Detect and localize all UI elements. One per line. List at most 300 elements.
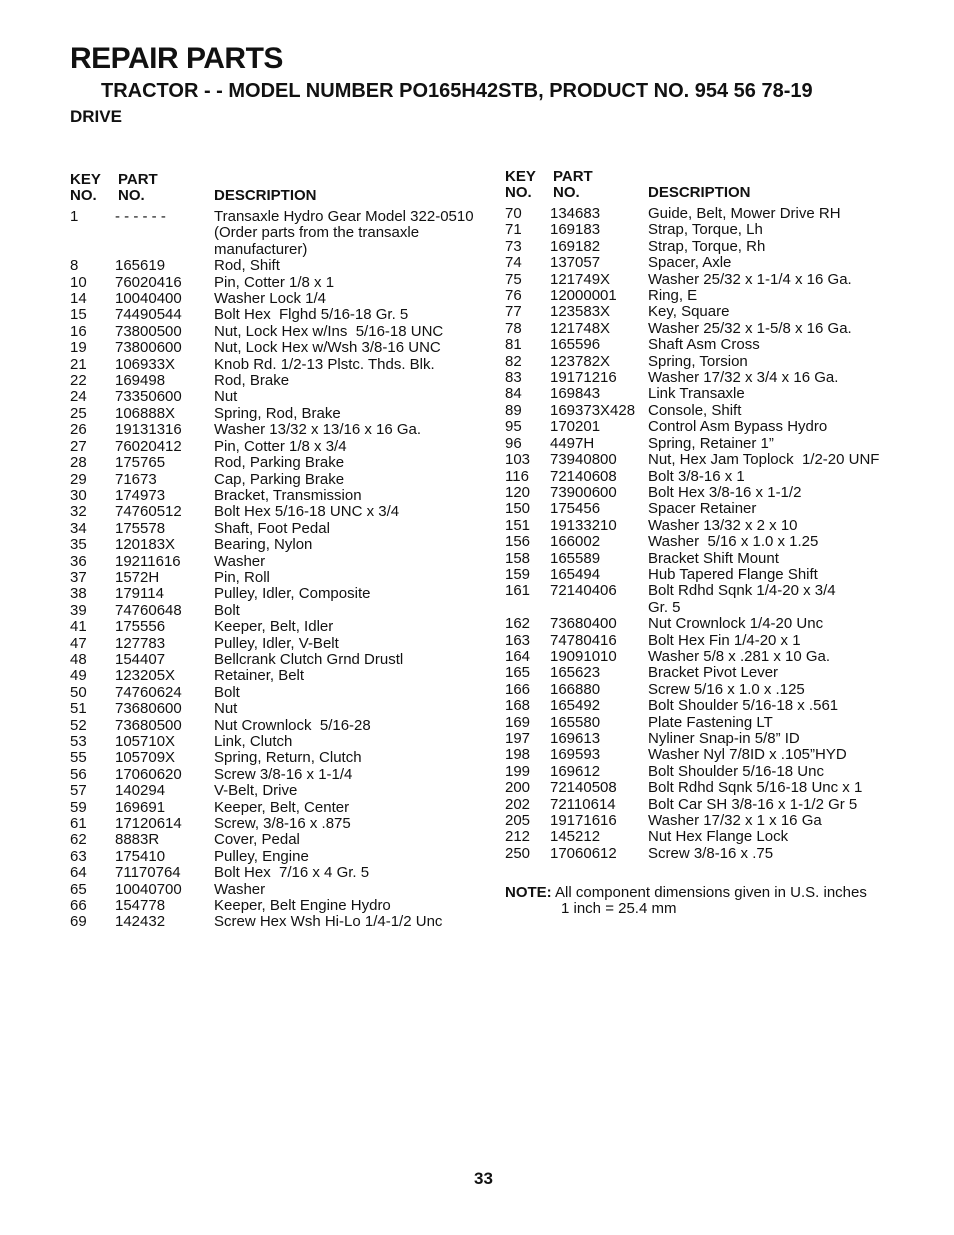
part-description: Washer 5/16 x 1.0 x 1.25 bbox=[648, 533, 819, 551]
part-number: 165619 bbox=[115, 257, 166, 275]
part-description: Spacer, Axle bbox=[648, 254, 732, 272]
key-number: 55 bbox=[70, 749, 87, 767]
part-row bbox=[70, 882, 490, 898]
part-description: Screw 5/16 x 1.0 x .125 bbox=[648, 680, 805, 698]
key-number: 32 bbox=[70, 503, 87, 521]
key-number: 35 bbox=[70, 536, 87, 554]
part-number: 19211616 bbox=[115, 552, 181, 570]
key-header-line1: KEY bbox=[505, 168, 536, 185]
part-row bbox=[70, 406, 490, 422]
key-number: 151 bbox=[505, 516, 531, 534]
part-row bbox=[70, 619, 490, 635]
key-header-line1: KEY bbox=[70, 171, 101, 188]
part-description: Bolt Hex Fin 1/4-20 x 1 bbox=[648, 631, 801, 649]
key-number: 30 bbox=[70, 486, 87, 504]
part-description: Bolt bbox=[214, 601, 240, 619]
key-number: 56 bbox=[70, 765, 87, 783]
part-row bbox=[70, 537, 490, 553]
note-line1: All component dimensions given in U.S. inches bbox=[555, 884, 867, 901]
key-number: 70 bbox=[505, 205, 522, 222]
part-description: Washer 5/8 x .281 x 10 Ga. bbox=[648, 647, 831, 665]
part-row bbox=[505, 731, 905, 747]
key-number: 120 bbox=[505, 483, 531, 501]
key-number: 165 bbox=[505, 664, 531, 682]
part-row bbox=[505, 419, 905, 435]
part-description: Cap, Parking Brake bbox=[214, 470, 345, 488]
part-description: Washer Lock 1/4 bbox=[214, 290, 326, 308]
dimension-note bbox=[505, 885, 867, 918]
part-description: Screw 3/8-16 x 1-1/4 bbox=[214, 765, 353, 783]
part-description: Bolt Car SH 3/8-16 x 1-1/2 Gr 5 bbox=[648, 795, 858, 813]
key-number: 36 bbox=[70, 552, 87, 570]
part-description: Bracket Pivot Lever bbox=[648, 664, 779, 682]
section-heading: DRIVE bbox=[70, 107, 122, 126]
part-header-line1: PART bbox=[118, 171, 158, 188]
part-description: Transaxle Hydro Gear Model 322-0510 (Order parts from the transaxle manufacturer) bbox=[214, 208, 474, 258]
key-number: 95 bbox=[505, 418, 522, 436]
part-description: Washer 13/32 x 2 x 10 bbox=[648, 516, 798, 534]
part-description: Spring, Return, Clutch bbox=[214, 749, 362, 767]
key-header-line2: NO. bbox=[505, 184, 532, 201]
part-row bbox=[70, 439, 490, 455]
part-description: Spring, Torsion bbox=[648, 352, 748, 370]
part-description: Bolt Hex 3/8-16 x 1-1/2 bbox=[648, 483, 802, 501]
part-number: 73800500 bbox=[115, 322, 182, 340]
key-number: 200 bbox=[505, 779, 531, 797]
part-row bbox=[70, 472, 490, 488]
part-number: 154778 bbox=[115, 897, 166, 915]
key-number: 164 bbox=[505, 647, 531, 665]
key-number: 75 bbox=[505, 270, 522, 288]
part-row bbox=[505, 829, 905, 845]
part-description: Shaft Asm Cross bbox=[648, 336, 760, 354]
note-label: NOTE: bbox=[505, 884, 552, 901]
key-number: 161 bbox=[505, 582, 531, 600]
part-description: Nut, Lock Hex w/Ins 5/16-18 UNC bbox=[214, 322, 444, 340]
page-subtitle: TRACTOR - - MODEL NUMBER PO165H42STB, PRODUCT NO. 954 56 78-19 bbox=[101, 80, 813, 102]
part-number: 165589 bbox=[550, 549, 601, 567]
part-row bbox=[505, 518, 905, 534]
part-number: 106933X bbox=[115, 355, 176, 373]
part-number: 165580 bbox=[550, 713, 601, 731]
part-row bbox=[505, 288, 905, 304]
part-row bbox=[505, 780, 905, 796]
part-number: 17060612 bbox=[550, 844, 617, 862]
part-number: 169593 bbox=[550, 746, 601, 764]
key-number: 83 bbox=[505, 369, 522, 387]
key-number: 199 bbox=[505, 762, 531, 780]
part-number: 19133210 bbox=[550, 516, 617, 534]
part-description: Knob Rd. 1/2-13 Plstc. Thds. Blk. bbox=[214, 355, 435, 373]
key-number: 150 bbox=[505, 500, 531, 518]
part-number: 10040700 bbox=[115, 880, 182, 898]
part-number: 17060620 bbox=[115, 765, 182, 783]
part-description: Console, Shift bbox=[648, 401, 742, 419]
key-number: 49 bbox=[70, 667, 87, 685]
part-row bbox=[70, 800, 490, 816]
part-description: Nut, Lock Hex w/Wsh 3/8-16 UNC bbox=[214, 339, 441, 357]
part-description: Link Transaxle bbox=[648, 385, 745, 403]
part-number: 74760624 bbox=[115, 683, 182, 701]
key-number: 61 bbox=[70, 815, 87, 833]
part-description: Pulley, Idler, Composite bbox=[214, 585, 371, 603]
part-description: Washer bbox=[214, 552, 266, 570]
part-row bbox=[70, 488, 490, 504]
part-row bbox=[70, 816, 490, 832]
part-number: 73940800 bbox=[550, 451, 617, 469]
part-row bbox=[70, 668, 490, 684]
part-number: 106888X bbox=[115, 404, 176, 422]
note-line2: 1 inch = 25.4 mm bbox=[561, 900, 677, 918]
key-number: 41 bbox=[70, 618, 87, 636]
key-number: 73 bbox=[505, 237, 522, 255]
key-number: 21 bbox=[70, 355, 87, 373]
part-number: 19091010 bbox=[550, 647, 617, 665]
part-description: Bolt Shoulder 5/16-18 Unc bbox=[648, 762, 824, 780]
part-row bbox=[70, 357, 490, 373]
key-number: 103 bbox=[505, 451, 531, 469]
part-description: Shaft, Foot Pedal bbox=[214, 519, 330, 537]
key-number: 1 bbox=[70, 208, 79, 225]
part-description: Nut bbox=[214, 700, 238, 718]
key-number: 162 bbox=[505, 615, 531, 633]
part-row bbox=[70, 652, 490, 668]
part-number: 145212 bbox=[550, 828, 601, 846]
part-number: 12000001 bbox=[550, 287, 617, 305]
part-number: 165623 bbox=[550, 664, 601, 682]
part-row bbox=[505, 797, 905, 813]
part-description: V-Belt, Drive bbox=[214, 782, 298, 800]
part-row bbox=[70, 734, 490, 750]
part-number: 140294 bbox=[115, 782, 166, 800]
part-description: Bolt Rdhd Sqnk 1/4-20 x 3/4 Gr. 5 bbox=[648, 582, 836, 616]
part-row bbox=[505, 682, 905, 698]
key-number: 205 bbox=[505, 812, 531, 830]
part-description: Link, Clutch bbox=[214, 733, 293, 750]
part-header-line2: NO. bbox=[553, 184, 580, 201]
part-description: Pulley, Engine bbox=[214, 847, 309, 865]
key-number: 169 bbox=[505, 713, 531, 731]
part-number: 142432 bbox=[115, 913, 166, 931]
key-number: 76 bbox=[505, 287, 522, 305]
part-row bbox=[505, 370, 905, 386]
part-description: Spring, Retainer 1” bbox=[648, 434, 774, 452]
part-number: 17120614 bbox=[115, 815, 182, 833]
part-row bbox=[70, 554, 490, 570]
key-number: 28 bbox=[70, 454, 87, 472]
part-description: Ring, E bbox=[648, 287, 698, 305]
parts-rows-right bbox=[505, 206, 905, 862]
part-number: 19131316 bbox=[115, 421, 182, 439]
part-number: 73350600 bbox=[115, 388, 182, 406]
key-number: 116 bbox=[505, 467, 529, 485]
part-row bbox=[70, 340, 490, 356]
part-description: Bearing, Nylon bbox=[214, 536, 313, 554]
key-number: 37 bbox=[70, 568, 87, 586]
part-description: Screw 3/8-16 x .75 bbox=[648, 844, 774, 862]
part-number: 165494 bbox=[550, 565, 601, 583]
part-header-line2: NO. bbox=[118, 187, 145, 204]
key-number: 19 bbox=[70, 339, 87, 357]
key-number: 34 bbox=[70, 519, 87, 537]
part-row bbox=[70, 767, 490, 783]
part-row bbox=[70, 914, 490, 930]
key-number: 250 bbox=[505, 844, 531, 862]
part-row bbox=[505, 239, 905, 255]
key-number: 26 bbox=[70, 421, 87, 439]
description-header: DESCRIPTION bbox=[648, 184, 751, 201]
key-number: 57 bbox=[70, 782, 87, 800]
part-number: - - - - - - bbox=[115, 208, 166, 225]
part-description: Spacer Retainer bbox=[648, 500, 757, 518]
part-row bbox=[505, 649, 905, 665]
part-number: 8883R bbox=[115, 831, 160, 849]
part-number: 166880 bbox=[550, 680, 601, 698]
part-row bbox=[505, 616, 905, 632]
key-number: 81 bbox=[505, 336, 522, 354]
part-description: Rod, Shift bbox=[214, 257, 280, 275]
part-description: Retainer, Belt bbox=[214, 667, 305, 685]
part-number: 73800600 bbox=[115, 339, 182, 357]
key-number: 27 bbox=[70, 437, 87, 455]
part-description: Nyliner Snap-in 5/8” ID bbox=[648, 730, 800, 747]
part-row bbox=[505, 764, 905, 780]
parts-list-left bbox=[70, 172, 490, 931]
part-row bbox=[70, 307, 490, 323]
part-description: Bracket Shift Mount bbox=[648, 549, 779, 567]
part-number: 169373X428 bbox=[550, 401, 636, 419]
part-description: Bellcrank Clutch Grnd Drustl bbox=[214, 650, 404, 668]
part-description: Washer 25/32 x 1-5/8 x 16 Ga. bbox=[648, 319, 852, 337]
part-number: 165596 bbox=[550, 336, 601, 354]
part-description: Rod, Parking Brake bbox=[214, 454, 345, 472]
part-row bbox=[70, 685, 490, 701]
part-number: 73900600 bbox=[550, 483, 617, 501]
part-number: 170201 bbox=[550, 418, 601, 436]
part-description: Rod, Brake bbox=[214, 372, 290, 390]
part-number: 74780416 bbox=[550, 631, 617, 649]
part-number: 175578 bbox=[115, 519, 166, 537]
column-headers-left bbox=[70, 172, 490, 204]
part-description: Bolt Hex Flghd 5/16-18 Gr. 5 bbox=[214, 306, 409, 324]
part-row bbox=[505, 452, 905, 468]
part-description: Keeper, Belt, Center bbox=[214, 798, 350, 816]
part-description: Washer Nyl 7/8ID x .105”HYD bbox=[648, 746, 847, 764]
part-number: 72140406 bbox=[550, 582, 617, 600]
part-row bbox=[70, 373, 490, 389]
part-description: Bolt Rdhd Sqnk 5/16-18 Unc x 1 bbox=[648, 779, 863, 797]
key-number: 71 bbox=[505, 221, 522, 239]
part-row bbox=[505, 813, 905, 829]
key-number: 197 bbox=[505, 730, 531, 747]
key-number: 24 bbox=[70, 388, 87, 406]
part-row bbox=[70, 275, 490, 291]
key-number: 10 bbox=[70, 273, 87, 291]
part-row bbox=[70, 422, 490, 438]
part-row bbox=[70, 832, 490, 848]
part-number: 76020412 bbox=[115, 437, 182, 455]
description-header: DESCRIPTION bbox=[214, 187, 317, 204]
part-number: 74760512 bbox=[115, 503, 182, 521]
part-description: Washer 17/32 x 3/4 x 16 Ga. bbox=[648, 369, 839, 387]
part-number: 19171216 bbox=[550, 369, 617, 387]
part-row bbox=[70, 718, 490, 734]
part-number: 175556 bbox=[115, 618, 166, 636]
key-number: 156 bbox=[505, 533, 531, 551]
key-number: 14 bbox=[70, 290, 87, 308]
key-number: 63 bbox=[70, 847, 87, 865]
part-number: 10040400 bbox=[115, 290, 182, 308]
part-number: 120183X bbox=[115, 536, 176, 554]
key-number: 166 bbox=[505, 680, 531, 698]
key-number: 163 bbox=[505, 631, 531, 649]
part-number: 154407 bbox=[115, 650, 166, 668]
part-description: Nut, Hex Jam Toplock 1/2-20 UNF bbox=[648, 451, 880, 469]
part-row bbox=[505, 206, 905, 222]
key-number: 158 bbox=[505, 549, 531, 567]
part-row bbox=[70, 898, 490, 914]
part-number: 165492 bbox=[550, 697, 601, 715]
part-description: Key, Square bbox=[648, 303, 730, 321]
column-headers-right bbox=[505, 169, 905, 201]
key-number: 212 bbox=[505, 828, 531, 846]
part-description: Bolt bbox=[214, 683, 240, 701]
key-number: 82 bbox=[505, 352, 522, 370]
part-description: Bolt Shoulder 5/16-18 x .561 bbox=[648, 697, 839, 715]
page-title: REPAIR PARTS bbox=[70, 42, 283, 75]
part-number: 137057 bbox=[550, 254, 601, 272]
part-row bbox=[505, 255, 905, 271]
part-row bbox=[70, 586, 490, 602]
part-row bbox=[505, 583, 905, 616]
part-number: 123583X bbox=[550, 303, 611, 321]
part-number: 179114 bbox=[115, 585, 164, 603]
part-description: Washer 13/32 x 13/16 x 16 Ga. bbox=[214, 421, 422, 439]
part-number: 74760648 bbox=[115, 601, 182, 619]
part-description: Hub Tapered Flange Shift bbox=[648, 565, 818, 583]
part-row bbox=[70, 636, 490, 652]
part-description: Pin, Roll bbox=[214, 568, 270, 586]
part-number: 169613 bbox=[550, 730, 601, 747]
part-number: 121749X bbox=[550, 270, 611, 288]
key-number: 22 bbox=[70, 372, 87, 390]
part-description: Spring, Rod, Brake bbox=[214, 404, 341, 422]
part-row bbox=[70, 324, 490, 340]
part-row bbox=[505, 386, 905, 402]
part-number: 166002 bbox=[550, 533, 601, 551]
key-number: 65 bbox=[70, 880, 87, 898]
key-number: 89 bbox=[505, 401, 522, 419]
part-description: Washer bbox=[214, 880, 266, 898]
part-number: 123205X bbox=[115, 667, 176, 685]
part-description: Keeper, Belt, Idler bbox=[214, 618, 334, 636]
part-row bbox=[70, 209, 490, 258]
key-number: 198 bbox=[505, 746, 531, 764]
part-number: 76020416 bbox=[115, 273, 182, 291]
key-number: 47 bbox=[70, 634, 87, 652]
parts-rows-left bbox=[70, 209, 490, 931]
key-number: 74 bbox=[505, 254, 522, 272]
part-number: 71170764 bbox=[115, 864, 181, 882]
part-row bbox=[505, 469, 905, 485]
part-description: Strap, Torque, Rh bbox=[648, 237, 766, 255]
part-number: 72140608 bbox=[550, 467, 617, 485]
key-number: 64 bbox=[70, 864, 87, 882]
part-number: 175410 bbox=[115, 847, 166, 865]
part-row bbox=[70, 865, 490, 881]
key-number: 77 bbox=[505, 303, 522, 321]
part-row bbox=[505, 846, 905, 862]
part-number: 127783 bbox=[115, 634, 166, 652]
key-number: 38 bbox=[70, 585, 87, 603]
part-row bbox=[70, 455, 490, 471]
part-row bbox=[505, 304, 905, 320]
part-description: Plate Fastening LT bbox=[648, 713, 773, 731]
part-row bbox=[505, 715, 905, 731]
key-header-line2: NO. bbox=[70, 187, 97, 204]
part-number: 121748X bbox=[550, 319, 611, 337]
part-description: Bolt 3/8-16 x 1 bbox=[648, 467, 745, 485]
key-number: 84 bbox=[505, 385, 522, 403]
part-row bbox=[70, 291, 490, 307]
parts-list-right bbox=[505, 169, 905, 862]
part-number: 175456 bbox=[550, 500, 601, 518]
page-number: 33 bbox=[474, 1169, 493, 1188]
part-description: Guide, Belt, Mower Drive RH bbox=[648, 205, 841, 222]
part-number: 123782X bbox=[550, 352, 611, 370]
key-number: 25 bbox=[70, 404, 87, 422]
part-number: 169612 bbox=[550, 762, 601, 780]
part-number: 72110614 bbox=[550, 795, 616, 813]
key-number: 62 bbox=[70, 831, 87, 849]
key-number: 66 bbox=[70, 897, 87, 915]
key-number: 59 bbox=[70, 798, 87, 816]
part-row bbox=[505, 321, 905, 337]
part-description: Bracket, Transmission bbox=[214, 486, 362, 504]
part-row bbox=[505, 698, 905, 714]
key-number: 78 bbox=[505, 319, 522, 337]
part-number: 105709X bbox=[115, 749, 176, 767]
key-number: 8 bbox=[70, 257, 79, 275]
part-number: 73680600 bbox=[115, 700, 182, 718]
part-row bbox=[505, 551, 905, 567]
part-number: 169183 bbox=[550, 221, 601, 239]
part-row bbox=[505, 403, 905, 419]
key-number: 50 bbox=[70, 683, 87, 701]
part-number: 169182 bbox=[550, 237, 601, 255]
part-row bbox=[505, 485, 905, 501]
part-row bbox=[70, 750, 490, 766]
part-description: Nut bbox=[214, 388, 238, 406]
part-description: Nut Crownlock 1/4-20 Unc bbox=[648, 615, 824, 633]
part-number: 19171616 bbox=[550, 812, 617, 830]
part-description: Nut Crownlock 5/16-28 bbox=[214, 716, 371, 734]
part-number: 174973 bbox=[115, 486, 166, 504]
part-description: Washer 25/32 x 1-1/4 x 16 Ga. bbox=[648, 270, 852, 288]
part-number: 169691 bbox=[115, 798, 166, 816]
part-row bbox=[505, 501, 905, 517]
part-number: 74490544 bbox=[115, 306, 182, 324]
part-description: Keeper, Belt Engine Hydro bbox=[214, 897, 391, 915]
key-number: 96 bbox=[505, 434, 522, 452]
part-number: 105710X bbox=[115, 733, 176, 750]
part-description: Washer 17/32 x 1 x 16 Ga bbox=[648, 812, 822, 830]
part-row bbox=[70, 389, 490, 405]
key-number: 69 bbox=[70, 913, 87, 931]
part-row bbox=[70, 701, 490, 717]
part-row bbox=[505, 272, 905, 288]
part-number: 169843 bbox=[550, 385, 601, 403]
